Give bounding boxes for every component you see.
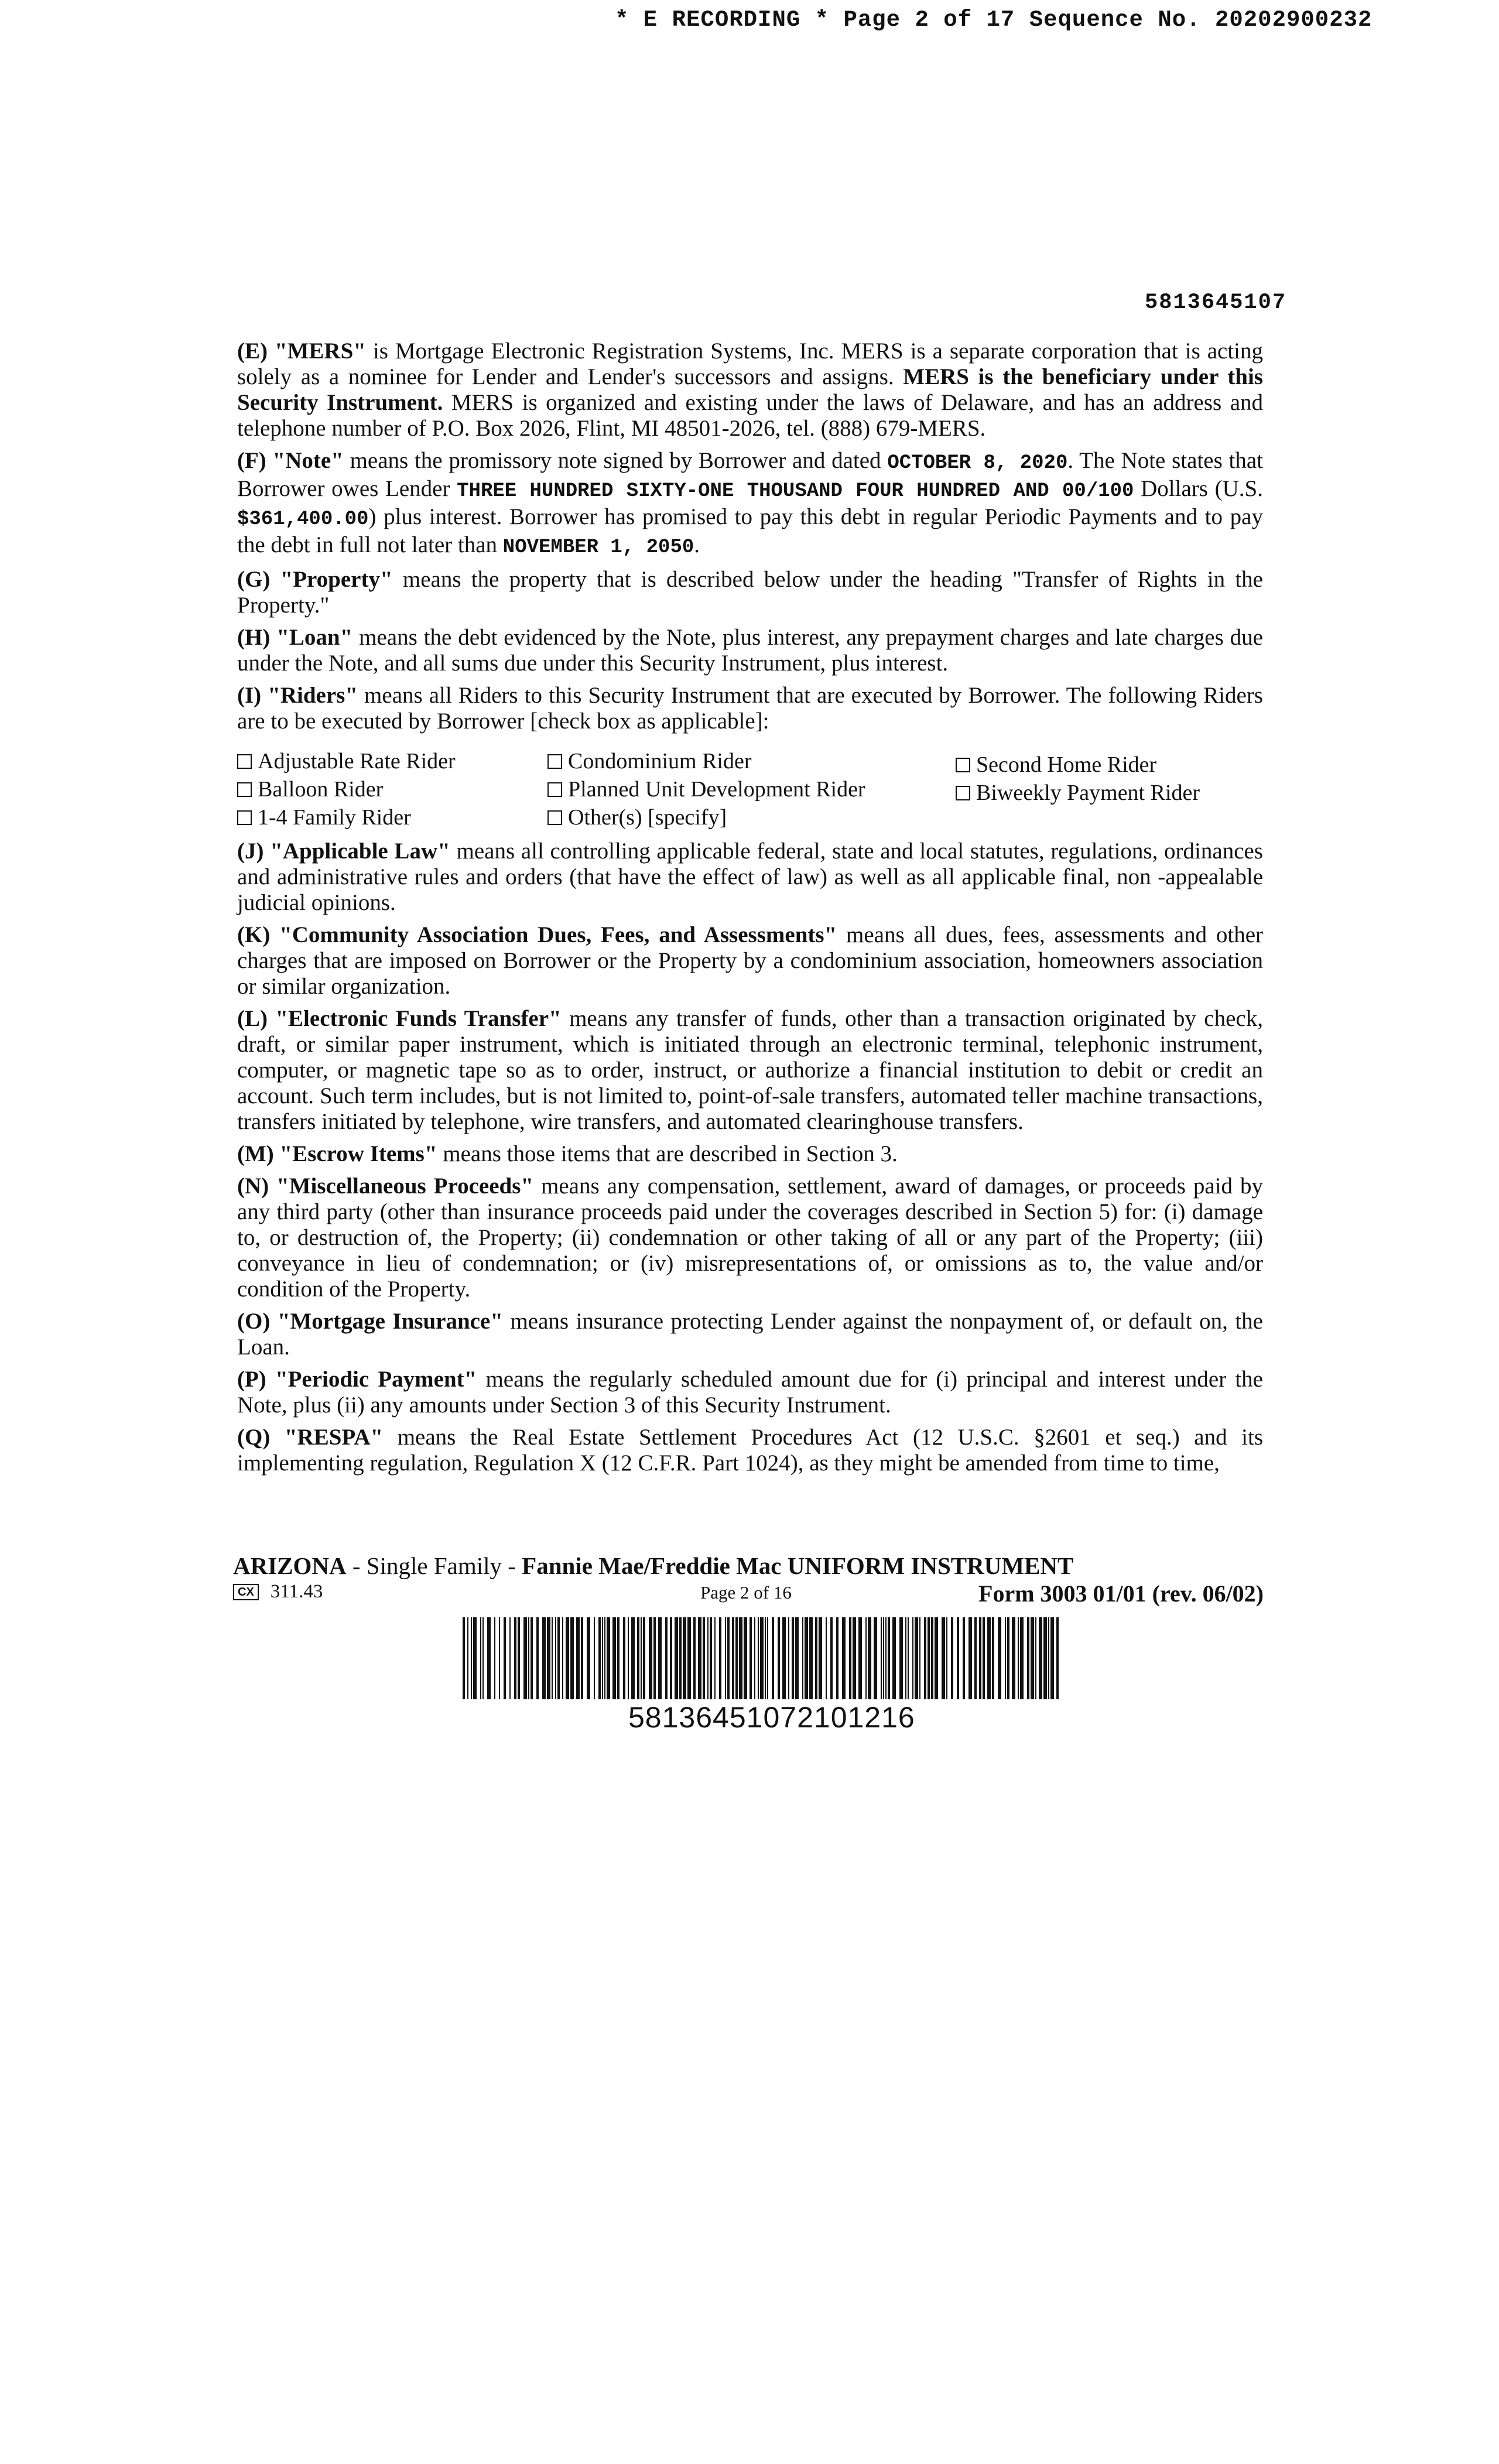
definition-text: means all dues, fees, assessments and other charges that are imposed on Borrower or the Property by a condominium association, homeowners association or similar organization.	[237, 922, 1263, 999]
rider-label: Other(s) [specify]	[568, 805, 727, 830]
definition-text: ) plus interest. Borrower has promised to pay this debt in regular Periodic Payments and to pay the debt in full not later than	[237, 504, 1263, 557]
form-footer	[233, 1552, 1264, 1609]
recording-header: * E RECORDING * Page 2 of 17 Sequence No. 20202900232	[615, 7, 1373, 33]
checkbox-icon[interactable]	[237, 810, 252, 825]
checkbox-icon[interactable]	[237, 754, 252, 769]
definition-q	[237, 1425, 1263, 1476]
definitions-body	[237, 338, 1263, 1483]
term-label: (O) "Mortgage Insurance"	[237, 1309, 503, 1334]
page-number: Page 2 of 16	[700, 1582, 792, 1603]
form-number: Form 3003 01/01 (rev. 06/02)	[978, 1580, 1264, 1607]
instrument-name: Fannie Mae/Freddie Mac UNIFORM INSTRUMENT	[522, 1552, 1074, 1579]
definition-text: Dollars (U.S.	[1134, 476, 1264, 501]
definition-text: means the promissory note signed by Borrower and dated	[343, 448, 888, 473]
rider-1-4-family[interactable]	[237, 803, 547, 831]
definition-text: means all controlling applicable federal, state and local statutes, regulations, ordinances and administrative rules and orders (that have the effect of law) as well as all applicable final, non -appealable judicial opinions.	[237, 839, 1263, 915]
definition-g	[237, 567, 1263, 618]
definition-text: . The Note states that Borrower owes Lender	[237, 448, 1263, 501]
state-name: ARIZONA	[233, 1552, 347, 1579]
form-code	[233, 1581, 323, 1603]
form-code-number: 311.43	[270, 1581, 323, 1602]
rider-label: 1-4 Family Rider	[258, 805, 411, 830]
rider-label: Biweekly Payment Rider	[976, 781, 1200, 805]
definition-h	[237, 625, 1263, 676]
definition-text: means those items that are described in Section 3.	[437, 1141, 898, 1166]
amount-in-words: THREE HUNDRED SIXTY-ONE THOUSAND FOUR HUNDRED AND 00/100	[457, 480, 1134, 502]
term-label: (Q) "RESPA"	[237, 1425, 384, 1450]
term-label: (E) "MERS"	[237, 338, 366, 364]
term-label: (K) "Community Association Dues, Fees, and Assessments"	[237, 922, 837, 947]
rider-planned-unit-development[interactable]	[547, 775, 956, 803]
barcode-icon	[463, 1617, 1060, 1699]
term-label: (N) "Miscellaneous Proceeds"	[237, 1173, 534, 1199]
loan-number: 5813645107	[1145, 290, 1287, 315]
rider-adjustable-rate[interactable]	[237, 747, 547, 775]
checkbox-icon[interactable]	[237, 782, 252, 797]
rider-spacer	[956, 803, 1263, 831]
definition-text: means any transfer of funds, other than a transaction originated by check, draft, or similar paper instrument, which is initiated through an electronic terminal, telephonic instrument, computer, or magnetic tape so as to order, instruct, or authorize a financial institution to debit or credit an account. Such term includes, but is not limited to, point-of-sale transfers, automated teller machine transactions, transfers initiated by telephone, wire transfers, and automated clearinghouse transfers.	[237, 1006, 1263, 1134]
note-date: OCTOBER 8, 2020	[887, 452, 1068, 474]
riders-checklist	[237, 747, 1263, 831]
checkbox-icon[interactable]	[956, 786, 970, 800]
definition-text: means the debt evidenced by the Note, plus interest, any prepayment charges and late charges due under the Note, and all sums due under this Security Instrument, plus interest.	[237, 625, 1263, 676]
rider-label: Second Home Rider	[976, 752, 1157, 777]
rider-other[interactable]	[547, 803, 956, 831]
definition-f	[237, 448, 1263, 560]
definition-text: is Mortgage Electronic Registration Systems, Inc. MERS is a separate corporation that is acting solely as a nominee for Lender and Lender's successors and assigns.	[237, 338, 1263, 389]
definition-text: means the Real Estate Settlement Procedures Act (12 U.S.C. §2601 et seq.) and its implementing regulation, Regulation X (12 C.F.R. Part 1024), as they might be amended from time to time,	[237, 1425, 1264, 1476]
term-label: (I) "Riders"	[237, 683, 358, 708]
rider-condominium[interactable]	[547, 747, 956, 775]
definition-bold-text: MERS is the beneficiary under this Security Instrument.	[237, 364, 1263, 415]
rider-balloon[interactable]	[237, 775, 547, 803]
definition-n	[237, 1173, 1263, 1302]
rider-biweekly-payment[interactable]	[956, 779, 1263, 807]
cx-logo-icon: CX	[233, 1584, 259, 1600]
definition-k	[237, 922, 1263, 1000]
barcode-number: 58136451072101216	[628, 1701, 915, 1734]
rider-label: Adjustable Rate Rider	[258, 749, 456, 774]
term-label: (F) "Note"	[237, 448, 344, 473]
footer-title	[233, 1552, 1264, 1580]
definition-text: .	[694, 532, 700, 557]
checkbox-icon[interactable]	[547, 754, 562, 769]
definition-text: means insurance protecting Lender against the nonpayment of, or default on, the Loan.	[237, 1309, 1263, 1360]
definition-text: MERS is organized and existing under the laws of Delaware, and has an address and telephone number of P.O. Box 2026, Flint, MI 48501-2026, tel. (888) 679-MERS.	[237, 390, 1264, 441]
definition-text: means the property that is described below under the heading "Transfer of Rights in the Property."	[237, 567, 1263, 618]
rider-label: Planned Unit Development Rider	[568, 777, 865, 802]
definition-text: means the regularly scheduled amount due for (i) principal and interest under the Note, plus (ii) any amounts under Section 3 of this Security Instrument.	[237, 1367, 1263, 1418]
definition-j	[237, 839, 1263, 916]
loan-amount: $361,400.00	[237, 508, 369, 531]
definition-i	[237, 683, 1263, 734]
rider-label: Balloon Rider	[258, 777, 384, 802]
definition-o	[237, 1309, 1263, 1360]
term-label: (H) "Loan"	[237, 625, 353, 650]
term-label: (M) "Escrow Items"	[237, 1141, 437, 1166]
rider-second-home[interactable]	[956, 751, 1263, 779]
maturity-date: NOVEMBER 1, 2050	[502, 536, 694, 559]
term-label: (J) "Applicable Law"	[237, 839, 450, 864]
footer-text: - Single Family -	[346, 1552, 522, 1579]
checkbox-icon[interactable]	[547, 810, 562, 825]
term-label: (P) "Periodic Payment"	[237, 1367, 477, 1392]
term-label: (G) "Property"	[237, 567, 393, 592]
definition-e	[237, 338, 1263, 442]
term-label: (L) "Electronic Funds Transfer"	[237, 1006, 562, 1031]
definition-text: means all Riders to this Security Instrument that are executed by Borrower. The following Riders are to be executed by Borrower [check box as applicable]:	[237, 683, 1263, 734]
rider-label: Condominium Rider	[568, 749, 752, 774]
footer-row	[233, 1580, 1264, 1609]
definition-l	[237, 1006, 1263, 1135]
checkbox-icon[interactable]	[547, 782, 562, 797]
definition-p	[237, 1367, 1263, 1418]
checkbox-icon[interactable]	[956, 758, 970, 772]
definition-m	[237, 1141, 1263, 1167]
definition-text: means any compensation, settlement, award of damages, or proceeds paid by any third party (other than insurance proceeds paid under the coverages described in Section 5) for: (i) damage to, or destruction of, the Property; (ii) condemnation or other taking of all or any part of the Property; (iii) conveyance in lieu of condemnation; or (iv) misrepresentations of, or omissions as to, the value and/or condition of the Property.	[237, 1173, 1263, 1302]
